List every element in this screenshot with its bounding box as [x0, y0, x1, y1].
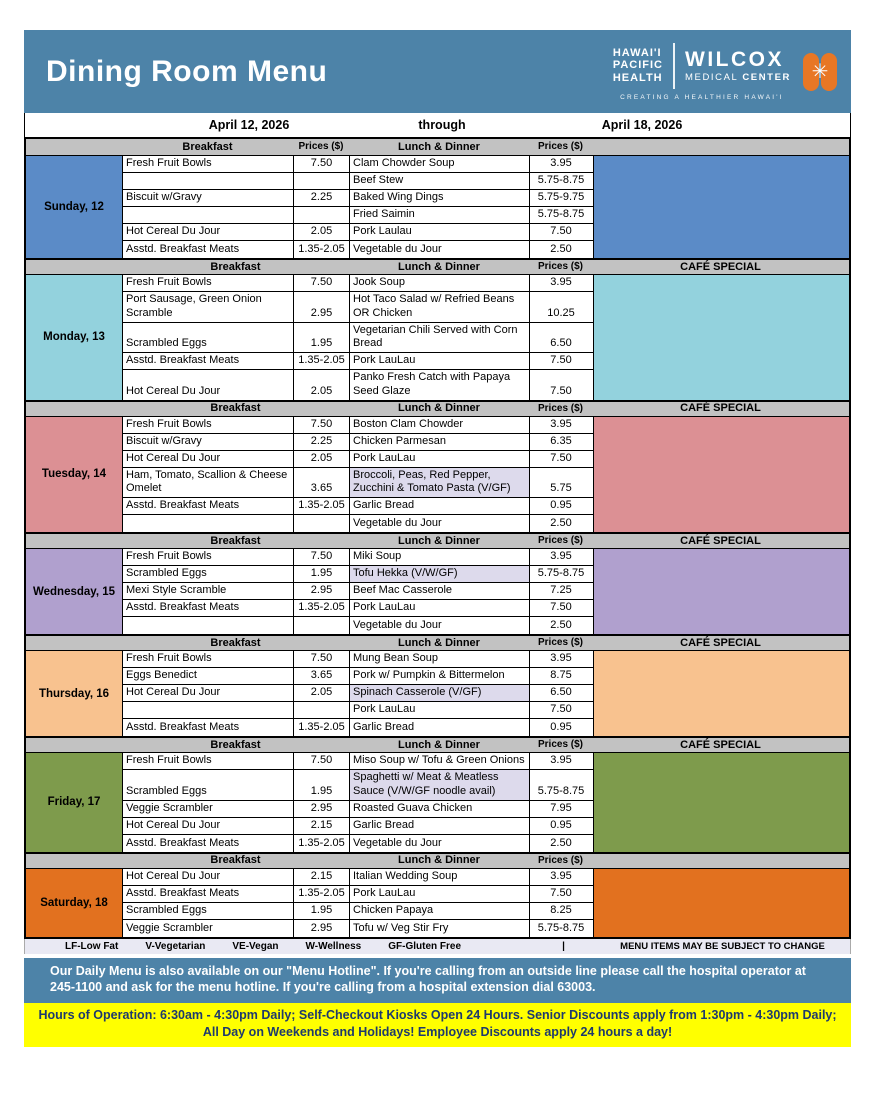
- lunch-price-cell: 7.50: [529, 600, 592, 616]
- menu-row: [122, 600, 593, 617]
- breakfast-item-cell: Fresh Fruit Bowls: [122, 417, 293, 433]
- breakfast-item-cell: Fresh Fruit Bowls: [122, 753, 293, 769]
- day-label: Monday, 13: [26, 275, 122, 400]
- lunch-price-cell: 5.75-8.75: [529, 173, 592, 189]
- lunch-item-cell: Fried Saimin: [349, 207, 529, 223]
- hospital-logo: [613, 43, 837, 101]
- logo-tagline: CREATING A HEALTHIER HAWAI'I: [620, 93, 784, 101]
- menu-row: [122, 903, 593, 920]
- lunch-price-cell: 2.50: [529, 617, 592, 634]
- breakfast-price-cell: 2.05: [293, 451, 349, 467]
- lunch-item-cell: Spinach Casserole (V/GF): [349, 685, 529, 701]
- breakfast-price-cell: 7.50: [293, 417, 349, 433]
- column-header-lunch-prices: Prices ($): [537, 637, 584, 648]
- menu-row: [122, 451, 593, 468]
- lunch-price-cell: 7.50: [529, 886, 592, 902]
- lunch-price-cell: 7.50: [529, 451, 592, 467]
- day-section: [26, 532, 849, 634]
- breakfast-item-cell: Biscuit w/Gravy: [122, 434, 293, 450]
- day-section: [26, 258, 849, 400]
- lunch-price-cell: 3.95: [529, 651, 592, 667]
- breakfast-item-cell: Fresh Fruit Bowls: [122, 275, 293, 291]
- breakfast-item-cell: Fresh Fruit Bowls: [122, 549, 293, 565]
- lunch-price-cell: 5.75-8.75: [529, 770, 592, 800]
- column-header-breakfast: Breakfast: [210, 402, 261, 414]
- menu-row: [122, 241, 593, 258]
- lunch-item-cell: Pork w/ Pumpkin & Bittermelon: [349, 668, 529, 684]
- cafe-special-panel: [593, 417, 849, 533]
- lunch-item-cell: Broccoli, Peas, Red Pepper, Zucchini & Tomato Pasta (V/GF): [349, 468, 529, 498]
- lunch-price-cell: 6.50: [529, 323, 592, 353]
- menu-row: [122, 719, 593, 736]
- day-label: Thursday, 16: [26, 651, 122, 736]
- lunch-item-cell: Vegetable du Jour: [349, 515, 529, 532]
- menu-rows: [122, 753, 593, 852]
- lunch-price-cell: 3.95: [529, 549, 592, 565]
- breakfast-item-cell: Asstd. Breakfast Meats: [122, 600, 293, 616]
- menu-row: [122, 417, 593, 434]
- page: [24, 30, 851, 1047]
- breakfast-price-cell: 1.95: [293, 770, 349, 800]
- lunch-price-cell: 3.95: [529, 417, 592, 433]
- lunch-price-cell: 7.25: [529, 583, 592, 599]
- menu-row: [122, 702, 593, 719]
- lunch-price-cell: 6.35: [529, 434, 592, 450]
- column-header-lunch: Lunch & Dinner: [398, 140, 480, 153]
- lunch-item-cell: Garlic Bread: [349, 719, 529, 736]
- lunch-item-cell: Vegetable du Jour: [349, 241, 529, 258]
- menu-row: [122, 468, 593, 499]
- breakfast-price-cell: 1.35-2.05: [293, 835, 349, 852]
- lunch-item-cell: Mung Bean Soup: [349, 651, 529, 667]
- menu-row: [122, 224, 593, 241]
- column-header-breakfast: Breakfast: [210, 854, 261, 866]
- column-header-lunch-prices: Prices ($): [537, 402, 584, 414]
- lunch-item-cell: Miso Soup w/ Tofu & Green Onions: [349, 753, 529, 769]
- breakfast-price-cell: 1.35-2.05: [293, 241, 349, 258]
- menu-rows: [122, 549, 593, 634]
- breakfast-price-cell: 2.15: [293, 869, 349, 885]
- day-label: Sunday, 12: [26, 156, 122, 258]
- lunch-price-cell: 3.95: [529, 275, 592, 291]
- legend-item: LF-Low Fat: [65, 940, 119, 952]
- menu-row: [122, 617, 593, 634]
- column-header-breakfast: Breakfast: [210, 738, 261, 751]
- day-section: [26, 736, 849, 852]
- column-header-lunch: Lunch & Dinner: [398, 738, 480, 751]
- breakfast-price-cell: 2.95: [293, 801, 349, 817]
- lunch-item-cell: Tofu w/ Veg Stir Fry: [349, 920, 529, 937]
- menu-row: [122, 434, 593, 451]
- breakfast-price-cell: [293, 617, 349, 634]
- cafe-special-panel: [593, 869, 849, 937]
- column-header-lunch: Lunch & Dinner: [398, 402, 480, 414]
- breakfast-price-cell: 1.35-2.05: [293, 719, 349, 736]
- lunch-item-cell: Beef Mac Casserole: [349, 583, 529, 599]
- menu-row: [122, 498, 593, 515]
- breakfast-price-cell: [293, 173, 349, 189]
- column-header-lunch-prices: Prices ($): [537, 141, 584, 152]
- legend-row: [24, 939, 851, 954]
- section-header-band: [26, 736, 849, 753]
- section-header-band: [26, 400, 849, 417]
- menu-row: [122, 818, 593, 835]
- legend-item: V-Vegetarian: [145, 940, 206, 952]
- breakfast-price-cell: 7.50: [293, 549, 349, 565]
- lunch-item-cell: Spaghetti w/ Meat & Meatless Sauce (V/W/GF noodle avail): [349, 770, 529, 800]
- menu-row: [122, 753, 593, 770]
- breakfast-price-cell: 3.65: [293, 468, 349, 498]
- lunch-item-cell: Vegetarian Chili Served with Corn Bread: [349, 323, 529, 353]
- breakfast-price-cell: 1.95: [293, 566, 349, 582]
- cafe-special-header: CAFÉ SPECIAL: [680, 738, 761, 751]
- lunch-price-cell: 2.50: [529, 515, 592, 532]
- lunch-item-cell: Chicken Papaya: [349, 903, 529, 919]
- menu-row: [122, 173, 593, 190]
- lunch-price-cell: 6.50: [529, 685, 592, 701]
- breakfast-price-cell: 2.05: [293, 685, 349, 701]
- lunch-price-cell: 7.50: [529, 702, 592, 718]
- lunch-item-cell: Pork LauLau: [349, 451, 529, 467]
- menu-row: [122, 156, 593, 173]
- breakfast-item-cell: Biscuit w/Gravy: [122, 190, 293, 206]
- breakfast-item-cell: Fresh Fruit Bowls: [122, 651, 293, 667]
- column-header-lunch-prices: Prices ($): [537, 261, 584, 272]
- breakfast-price-cell: [293, 207, 349, 223]
- menu-rows: [122, 275, 593, 400]
- lunch-item-cell: Pork Laulau: [349, 224, 529, 240]
- lunch-item-cell: Roasted Guava Chicken: [349, 801, 529, 817]
- column-header-lunch-prices: Prices ($): [537, 535, 584, 546]
- column-header-lunch: Lunch & Dinner: [398, 534, 480, 547]
- menu-row: [122, 801, 593, 818]
- facility-name: WILCOX MEDICAL CENTER: [685, 47, 791, 83]
- menu-row: [122, 207, 593, 224]
- breakfast-price-cell: 1.35-2.05: [293, 600, 349, 616]
- breakfast-item-cell: Veggie Scrambler: [122, 920, 293, 937]
- breakfast-item-cell: Eggs Benedict: [122, 668, 293, 684]
- page-title: Dining Room Menu: [46, 54, 328, 88]
- section-header-band: [26, 258, 849, 275]
- breakfast-price-cell: 2.15: [293, 818, 349, 834]
- column-header-breakfast-prices: Prices ($): [298, 141, 344, 152]
- breakfast-item-cell: Scrambled Eggs: [122, 903, 293, 919]
- lunch-price-cell: 5.75-9.75: [529, 190, 592, 206]
- breakfast-item-cell: Hot Cereal Du Jour: [122, 451, 293, 467]
- breakfast-item-cell: Scrambled Eggs: [122, 323, 293, 353]
- day-section: [26, 634, 849, 736]
- lunch-item-cell: Clam Chowder Soup: [349, 156, 529, 172]
- legend-item: VE-Vegan: [232, 940, 279, 952]
- lunch-item-cell: Beef Stew: [349, 173, 529, 189]
- breakfast-price-cell: 2.25: [293, 190, 349, 206]
- lunch-item-cell: Jook Soup: [349, 275, 529, 291]
- cafe-special-header: CAFÉ SPECIAL: [680, 534, 761, 547]
- breakfast-item-cell: Mexi Style Scramble: [122, 583, 293, 599]
- column-header-breakfast: Breakfast: [210, 534, 261, 547]
- breakfast-price-cell: 2.05: [293, 370, 349, 400]
- breakfast-item-cell: [122, 702, 293, 718]
- breakfast-price-cell: 7.50: [293, 275, 349, 291]
- menu-row: [122, 190, 593, 207]
- lunch-item-cell: Pork LauLau: [349, 702, 529, 718]
- legend-separator: |: [562, 940, 565, 952]
- breakfast-item-cell: Hot Cereal Du Jour: [122, 224, 293, 240]
- legend-item: GF-Gluten Free: [388, 940, 462, 952]
- lunch-item-cell: Italian Wedding Soup: [349, 869, 529, 885]
- cafe-special-panel: [593, 753, 849, 852]
- breakfast-item-cell: Asstd. Breakfast Meats: [122, 835, 293, 852]
- breakfast-item-cell: Scrambled Eggs: [122, 770, 293, 800]
- lunch-price-cell: 10.25: [529, 292, 592, 322]
- day-label: Wednesday, 15: [26, 549, 122, 634]
- breakfast-item-cell: Hot Cereal Du Jour: [122, 370, 293, 400]
- breakfast-price-cell: 1.35-2.05: [293, 498, 349, 514]
- menu-row: [122, 886, 593, 903]
- breakfast-item-cell: [122, 617, 293, 634]
- menu-rows: [122, 156, 593, 258]
- menu-row: [122, 566, 593, 583]
- lunch-price-cell: 7.50: [529, 370, 592, 400]
- breakfast-item-cell: Asstd. Breakfast Meats: [122, 498, 293, 514]
- column-header-lunch: Lunch & Dinner: [398, 854, 480, 866]
- menu-row: [122, 292, 593, 323]
- lunch-item-cell: Pork LauLau: [349, 353, 529, 369]
- menu-row: [122, 835, 593, 852]
- lunch-item-cell: Miki Soup: [349, 549, 529, 565]
- lunch-price-cell: 3.95: [529, 156, 592, 172]
- menu-row: [122, 353, 593, 370]
- breakfast-item-cell: Hot Cereal Du Jour: [122, 869, 293, 885]
- column-header-breakfast: Breakfast: [182, 140, 233, 153]
- breakfast-price-cell: 7.50: [293, 651, 349, 667]
- legend-item: W-Wellness: [305, 940, 362, 952]
- menu-change-notice: MENU ITEMS MAY BE SUBJECT TO CHANGE: [620, 940, 825, 952]
- breakfast-item-cell: [122, 173, 293, 189]
- cafe-special-panel: [593, 651, 849, 736]
- menu-row: [122, 685, 593, 702]
- section-header-band: [26, 532, 849, 549]
- menu-row: [122, 549, 593, 566]
- menu-rows: [122, 651, 593, 736]
- breakfast-price-cell: 2.05: [293, 224, 349, 240]
- breakfast-item-cell: Asstd. Breakfast Meats: [122, 241, 293, 258]
- breakfast-item-cell: Ham, Tomato, Scallion & Cheese Omelet: [122, 468, 293, 498]
- lunch-price-cell: 0.95: [529, 719, 592, 736]
- section-header-band: [26, 634, 849, 651]
- day-label: Friday, 17: [26, 753, 122, 852]
- header-bar: [24, 30, 851, 113]
- breakfast-item-cell: [122, 515, 293, 532]
- column-header-breakfast: Breakfast: [210, 636, 261, 649]
- breakfast-item-cell: Fresh Fruit Bowls: [122, 156, 293, 172]
- breakfast-item-cell: Scrambled Eggs: [122, 566, 293, 582]
- date-start: April 12, 2026: [208, 118, 290, 132]
- date-through-label: through: [418, 118, 466, 132]
- breakfast-item-cell: Hot Cereal Du Jour: [122, 685, 293, 701]
- menu-rows: [122, 869, 593, 937]
- section-header-band: [26, 139, 849, 156]
- menu-row: [122, 770, 593, 801]
- cafe-special-panel: [593, 156, 849, 258]
- lunch-item-cell: Panko Fresh Catch with Papaya Seed Glaze: [349, 370, 529, 400]
- menu-row: [122, 869, 593, 886]
- lunch-price-cell: 5.75: [529, 468, 592, 498]
- lunch-price-cell: 5.75-8.75: [529, 566, 592, 582]
- breakfast-price-cell: 1.35-2.05: [293, 886, 349, 902]
- column-header-lunch: Lunch & Dinner: [398, 260, 480, 273]
- lunch-item-cell: Chicken Parmesan: [349, 434, 529, 450]
- org-name: HAWAI'I PACIFIC HEALTH: [612, 47, 663, 84]
- menu-row: [122, 920, 593, 937]
- menu-table: [24, 137, 851, 939]
- lunch-item-cell: Hot Taco Salad w/ Refried Beans OR Chicken: [349, 292, 529, 322]
- menu-row: [122, 668, 593, 685]
- cafe-special-panel: [593, 549, 849, 634]
- section-header-band: [26, 852, 849, 869]
- lunch-price-cell: 8.75: [529, 668, 592, 684]
- breakfast-price-cell: 2.95: [293, 920, 349, 937]
- cafe-special-header: CAFÉ SPECIAL: [680, 402, 761, 414]
- day-label: Tuesday, 14: [26, 417, 122, 533]
- lunch-item-cell: Vegetable du Jour: [349, 617, 529, 634]
- date-range-row: [24, 113, 851, 137]
- flower-icon: ✳: [803, 53, 837, 91]
- lunch-price-cell: 5.75-8.75: [529, 920, 592, 937]
- breakfast-price-cell: 1.95: [293, 323, 349, 353]
- lunch-item-cell: Garlic Bread: [349, 498, 529, 514]
- menu-rows: [122, 417, 593, 533]
- breakfast-item-cell: Asstd. Breakfast Meats: [122, 886, 293, 902]
- breakfast-price-cell: 7.50: [293, 156, 349, 172]
- lunch-item-cell: Garlic Bread: [349, 818, 529, 834]
- breakfast-item-cell: Asstd. Breakfast Meats: [122, 353, 293, 369]
- lunch-item-cell: Vegetable du Jour: [349, 835, 529, 852]
- lunch-price-cell: 8.25: [529, 903, 592, 919]
- lunch-price-cell: 2.50: [529, 835, 592, 852]
- menu-row: [122, 651, 593, 668]
- lunch-price-cell: 3.95: [529, 869, 592, 885]
- day-section: [26, 400, 849, 533]
- day-label: Saturday, 18: [26, 869, 122, 937]
- lunch-item-cell: Baked Wing Dings: [349, 190, 529, 206]
- lunch-item-cell: Pork LauLau: [349, 600, 529, 616]
- column-header-lunch-prices: Prices ($): [537, 854, 584, 866]
- breakfast-item-cell: Port Sausage, Green Onion Scramble: [122, 292, 293, 322]
- lunch-price-cell: 2.50: [529, 241, 592, 258]
- lunch-item-cell: Pork LauLau: [349, 886, 529, 902]
- breakfast-price-cell: 3.65: [293, 668, 349, 684]
- cafe-special-header: CAFÉ SPECIAL: [680, 260, 761, 273]
- breakfast-item-cell: Hot Cereal Du Jour: [122, 818, 293, 834]
- breakfast-price-cell: 2.25: [293, 434, 349, 450]
- breakfast-item-cell: Asstd. Breakfast Meats: [122, 719, 293, 736]
- menu-row: [122, 515, 593, 532]
- lunch-item-cell: Tofu Hekka (V/W/GF): [349, 566, 529, 582]
- lunch-price-cell: 5.75-8.75: [529, 207, 592, 223]
- logo-divider: [673, 43, 675, 89]
- column-header-lunch: Lunch & Dinner: [398, 636, 480, 649]
- day-section: [26, 139, 849, 258]
- date-end: April 18, 2026: [601, 118, 683, 132]
- menu-row: [122, 323, 593, 354]
- breakfast-price-cell: [293, 515, 349, 532]
- breakfast-price-cell: 2.95: [293, 292, 349, 322]
- breakfast-price-cell: 2.95: [293, 583, 349, 599]
- breakfast-price-cell: [293, 702, 349, 718]
- lunch-price-cell: 3.95: [529, 753, 592, 769]
- column-header-lunch-prices: Prices ($): [537, 739, 584, 750]
- lunch-price-cell: 0.95: [529, 818, 592, 834]
- menu-row: [122, 370, 593, 400]
- lunch-price-cell: 7.50: [529, 224, 592, 240]
- breakfast-item-cell: [122, 207, 293, 223]
- lunch-item-cell: Boston Clam Chowder: [349, 417, 529, 433]
- breakfast-price-cell: 7.50: [293, 753, 349, 769]
- menu-row: [122, 275, 593, 292]
- breakfast-price-cell: 1.35-2.05: [293, 353, 349, 369]
- lunch-price-cell: 7.50: [529, 353, 592, 369]
- breakfast-price-cell: 1.95: [293, 903, 349, 919]
- lunch-price-cell: 0.95: [529, 498, 592, 514]
- breakfast-item-cell: Veggie Scrambler: [122, 801, 293, 817]
- menu-hotline-banner: Our Daily Menu is also available on our "Menu Hotline". If you're calling from an outside line please call the hospital operator at 245-1100 and ask for the menu hotline. If you're calling from a hospital extension dial 63003.: [24, 958, 851, 1004]
- hours-of-operation-banner: Hours of Operation: 6:30am - 4:30pm Daily; Self-Checkout Kiosks Open 24 Hours. Senior Discounts apply from 1:30pm - 4:30pm Daily; All Day on Weekends and Holidays! Employee Discounts apply 24 hours a day!: [24, 1003, 851, 1047]
- lunch-price-cell: 7.95: [529, 801, 592, 817]
- day-section: [26, 852, 849, 937]
- cafe-special-header: CAFÉ SPECIAL: [680, 636, 761, 649]
- menu-row: [122, 583, 593, 600]
- cafe-special-panel: [593, 275, 849, 400]
- column-header-breakfast: Breakfast: [210, 260, 261, 273]
